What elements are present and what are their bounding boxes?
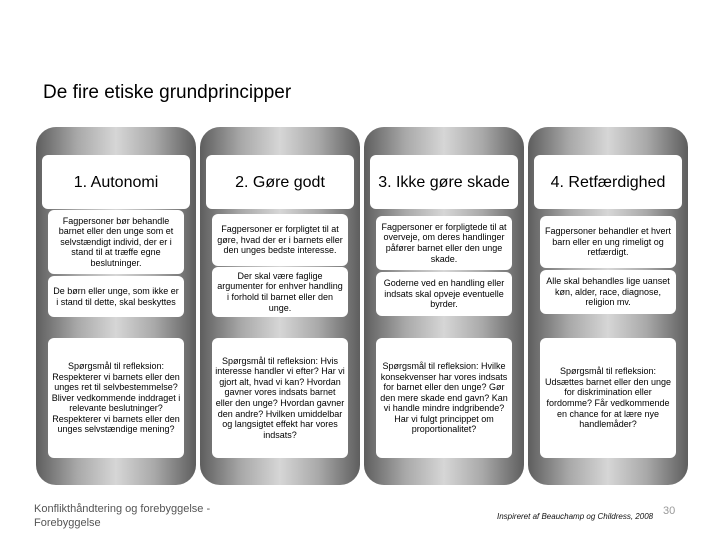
ikke-goere-skade-burden-box: Goderne ved en handling eller indsats skal opveje eventuelle byrder. <box>376 272 512 316</box>
retfaerdighed-principle-box: Fagpersoner behandler et hvert barn eller en ung rimeligt og retfærdigt. <box>540 216 676 268</box>
goere-godt-reflection-box: Spørgsmål til refleksion: Hvis interesse handler vi efter? Har vi gjort alt, hvad vi kan? Hvordan gavner vores indsats barnet eller den unge? Hvordan gavner den andre? Hvilken umiddelbar og langsigtet effekt har vores indsats? <box>212 338 348 458</box>
heading-ikke-goere-skade: 3. Ikke gøre skade <box>370 155 518 209</box>
slide-title: De fire etiske grundprincipper <box>43 82 292 103</box>
autonomi-protection-box: De børn eller unge, som ikke er i stand til dette, skal beskyttes <box>48 276 184 317</box>
heading-goere-godt: 2. Gøre godt <box>206 155 354 209</box>
autonomi-principle-box: Fagpersoner bør behandle barnet eller den unge som et selvstændigt individ, der er i stand til at træffe egne beslutninger. <box>48 210 184 274</box>
goere-godt-principle-box: Fagpersoner er forpligtet til at gøre, hvad der er i barnets eller den unges bedste interesse. <box>212 214 348 266</box>
retfaerdighed-equality-box: Alle skal behandles lige uanset køn, alder, race, diagnose, religion mv. <box>540 270 676 314</box>
footer-source: Inspireret af Beauchamp og Childress, 2008 <box>497 512 654 521</box>
autonomi-reflection-box: Spørgsmål til refleksion: Respekterer vi barnets eller den unges ret til selvbestemmelse? Bliver vedkommende inddraget i relevante beslutninger? Respekterer vi barnets eller den unges selvstændige mening? <box>48 338 184 458</box>
goere-godt-argument-box: Der skal være faglige argumenter for enhver handling i forhold til barnet eller den unge. <box>212 267 348 317</box>
retfaerdighed-reflection-box: Spørgsmål til refleksion: Udsættes barnet eller den unge for diskrimination eller fordomme? Får vedkommende en chance for at lære nye handlemåder? <box>540 338 676 458</box>
heading-autonomi: 1. Autonomi <box>42 155 190 209</box>
footer-course-title <box>34 502 210 530</box>
ikke-goere-skade-principle-box: Fagpersoner er forpligtede til at overveje, om deres handlinger påfører barnet eller den unge skade. <box>376 216 512 270</box>
footer-course-line2: Forebyggelse <box>34 517 101 529</box>
page-number: 30 <box>663 505 676 517</box>
heading-retfaerdighed: 4. Retfærdighed <box>534 155 682 209</box>
footer-course-line1: Konflikthåndtering og forebyggelse - <box>34 503 211 515</box>
ikke-goere-skade-reflection-box: Spørgsmål til refleksion: Hvilke konsekvenser har vores indsats for barnet eller den unge? Gør den mere skade end gavn? Kan vi handle mindre indgribende? Har vi fulgt princippet om proportionalitet? <box>376 338 512 458</box>
